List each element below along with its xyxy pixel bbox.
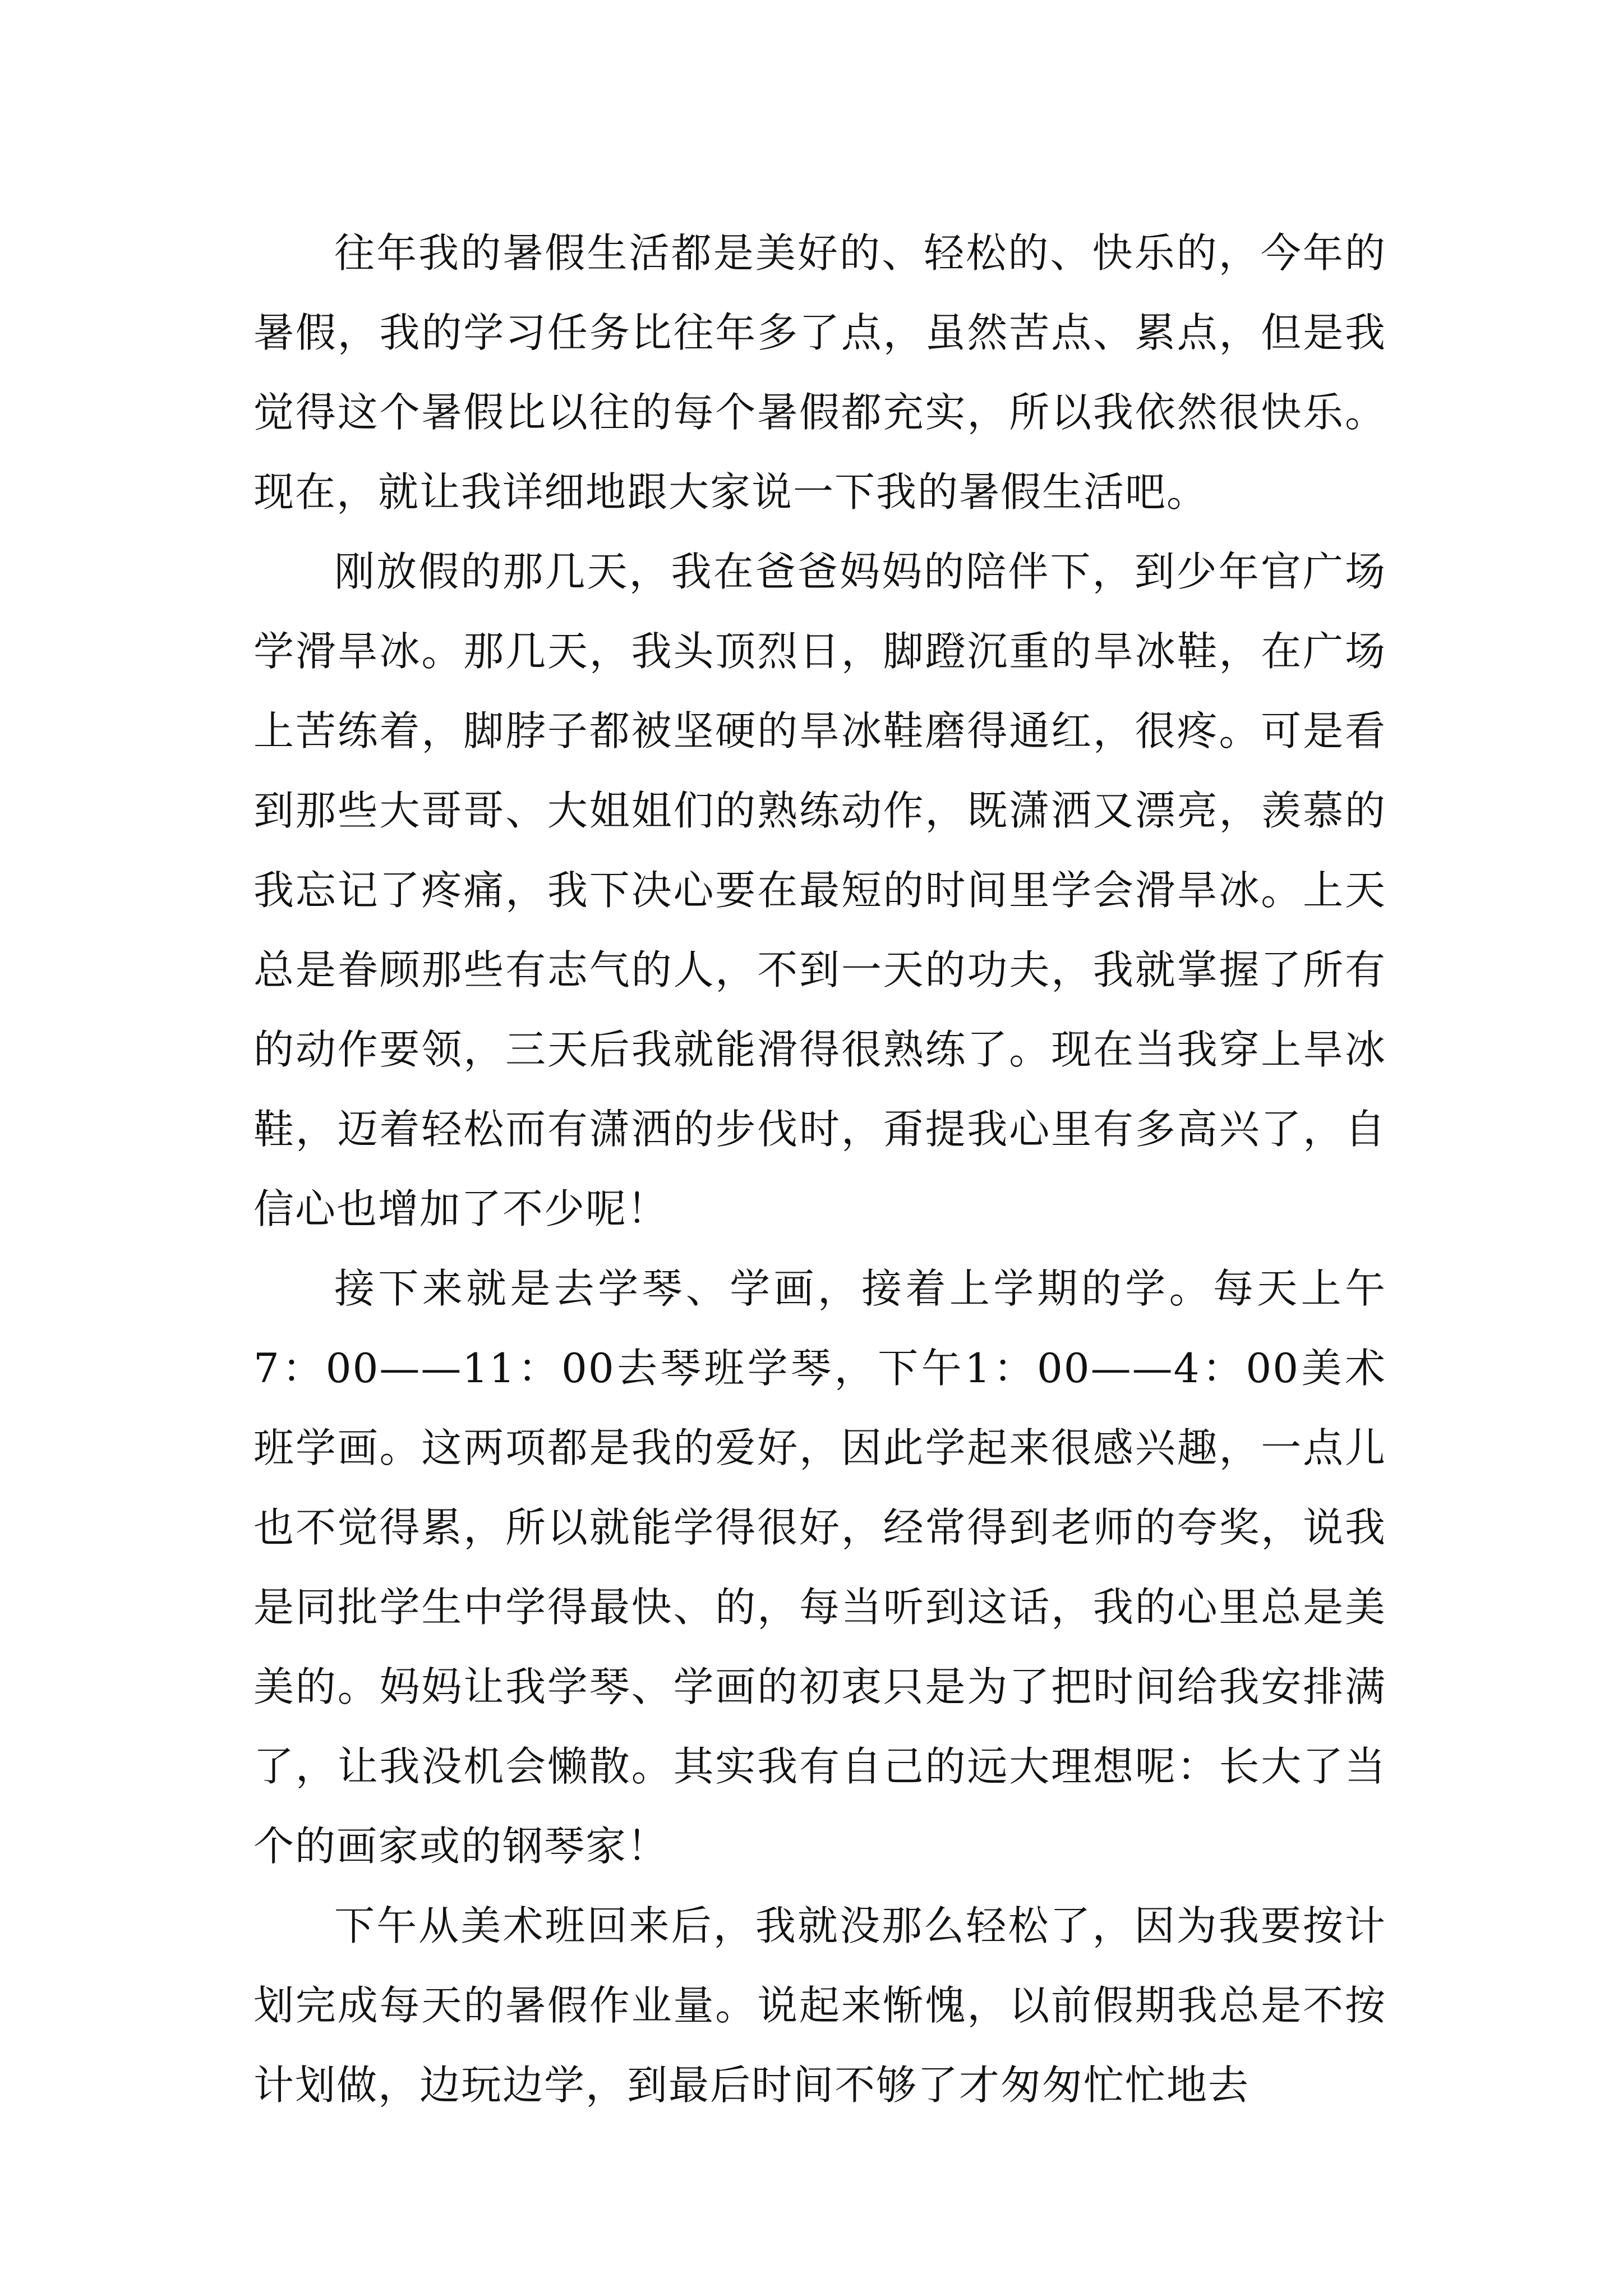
paragraph-1: 往年我的暑假生活都是美好的、轻松的、快乐的，今年的暑假，我的学习任务比往年多了点，虽然苦点、累点，但是我觉得这个暑假比以往的每个暑假都充实，所以我依然很快乐。现在，就让我详细地跟大家说一下我的暑假生活吧。 (253, 229, 1386, 516)
document-body (253, 213, 1386, 2125)
paragraph-4: 下午从美术班回来后，我就没那么轻松了，因为我要按计划完成每天的暑假作业量。说起来惭愧，以前假期我总是不按计划做，边玩边学，到最后时间不够了才匆匆忙忙地去 (253, 1902, 1386, 2109)
paragraph-2: 刚放假的那几天，我在爸爸妈妈的陪伴下，到少年官广场学滑旱冰。那几天，我头顶烈日，脚蹬沉重的旱冰鞋，在广场上苦练着，脚脖子都被坚硬的旱冰鞋磨得通红，很疼。可是看到那些大哥哥、大姐姐们的熟练动作，既潇洒又漂亮，羡慕的我忘记了疼痛，我下决心要在最短的时间里学会滑旱冰。上天总是眷顾那些有志气的人，不到一天的功夫，我就掌握了所有的动作要领，三天后我就能滑得很熟练了。现在当我穿上旱冰鞋，迈着轻松而有潇洒的步伐时，甭提我心里有多高兴了，自信心也增加了不少呢！ (253, 548, 1386, 1232)
paragraph-3: 接下来就是去学琴、学画，接着上学期的学。每天上午7：00——11：00去琴班学琴，下午1：00——4：00美术班学画。这两项都是我的爱好，因此学起来很感兴趣，一点儿也不觉得累，所以就能学得很好，经常得到老师的夸奖，说我是同批学生中学得最快、的，每当听到这话，我的心里总是美美的。妈妈让我学琴、学画的初衷只是为了把时间给我安排满了，让我没机会懒散。其实我有自己的远大理想呢：长大了当个的画家或的钢琴家！ (253, 1265, 1386, 1870)
